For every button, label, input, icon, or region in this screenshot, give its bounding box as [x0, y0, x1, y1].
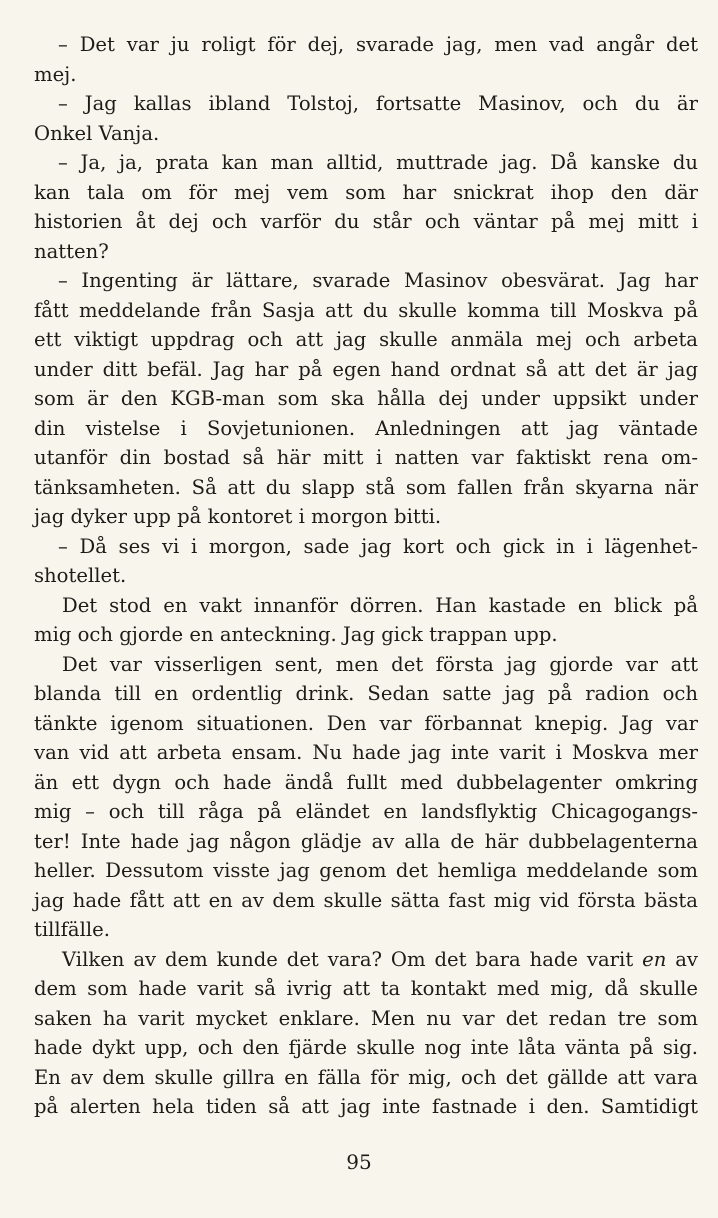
text-line: van vid att arbeta ensam. Nu hade jag inte varit i Moskva mer: [34, 741, 698, 764]
text-line: kan tala om för mej vem som har snickrat ihop den där: [34, 180, 698, 204]
text-line: mig – och till råga på eländet en landsflyktig Chicagogangs-: [34, 800, 698, 823]
text-line: jag hade fått att en av dem skulle sätta fast mig vid första bästa: [34, 888, 698, 912]
text-line: – Ja, ja, prata kan man alltid, muttrade jag. Då kanske du: [58, 151, 698, 174]
text-line: tänkte igenom situationen. Den var förbannat knepig. Jag var: [34, 711, 698, 735]
text-line: mig och gjorde en anteckning. Jag gick trappan upp.: [34, 623, 558, 646]
text-line: [34, 945, 698, 975]
text-line: utanför din bostad så här mitt i natten var faktiskt rena om-: [34, 446, 698, 469]
text-line: tillfälle.: [34, 918, 110, 941]
text-line: tänksamheten. Så att du slapp stå som fallen från skyarna när: [34, 475, 698, 499]
body-text: [34, 30, 698, 1122]
text-line: under ditt befäl. Jag har på egen hand ordnat så att det är jag: [34, 357, 698, 381]
text-line: jag dyker upp på kontoret i morgon bitti.: [34, 505, 442, 528]
text-line: blanda till en ordentlig drink. Sedan satte jag på radion och: [34, 682, 698, 705]
text-line: Det var visserligen sent, men det första jag gjorde var att: [62, 652, 698, 676]
text-line: Onkel Vanja.: [34, 121, 160, 145]
text-segment: av: [666, 947, 699, 971]
text-line: fått meddelande från Sasja att du skulle komma till Moskva på: [34, 298, 698, 322]
text-line: historien åt dej och varför du står och väntar på mej mitt i: [34, 210, 698, 233]
text-line: ter! Inte hade jag någon glädje av alla de här dubbelagenterna: [34, 829, 698, 853]
text-line: – Ingenting är lättare, svarade Masinov obesvärat. Jag har: [58, 269, 698, 292]
text-line: ett viktigt uppdrag och att jag skulle anmäla mej och arbeta: [34, 328, 698, 351]
text-line: – Det var ju roligt för dej, svarade jag, men vad angår det: [58, 33, 698, 56]
text-line: saken ha varit mycket enklare. Men nu var det redan tre som: [34, 1006, 698, 1030]
text-line: – Jag kallas ibland Tolstoj, fortsatte Masinov, och du är: [58, 92, 698, 115]
text-line: din vistelse i Sovjetunionen. Anledningen att jag väntade: [34, 416, 698, 440]
text-line: som är den KGB-man som ska hålla dej under uppsikt under: [34, 387, 698, 410]
text-line: heller. Dessutom visste jag genom det hemliga meddelande som: [34, 859, 698, 882]
text-line: En av dem skulle gillra en fälla för mig, och det gällde att vara: [34, 1065, 698, 1089]
text-line: hade dykt upp, och den fjärde skulle nog inte låta vänta på sig.: [34, 1036, 698, 1059]
text-line: dem som hade varit så ivrig att ta kontakt med mig, då skulle: [34, 977, 698, 1000]
text-line: – Då ses vi i morgon, sade jag kort och gick in i lägenhet-: [58, 534, 698, 558]
page-number: 95: [346, 1150, 372, 1174]
text-line: mej.: [34, 62, 77, 86]
text-line: på alerten hela tiden så att jag inte fastnade i den. Samtidigt: [34, 1095, 698, 1118]
italic-word: en: [642, 947, 667, 971]
text-line: Det stod en vakt innanför dörren. Han kastade en blick på: [62, 593, 698, 617]
text-line: natten?: [34, 239, 109, 263]
text-line: än ett dygn och hade ändå fullt med dubbelagenter omkring: [34, 770, 698, 794]
text-segment: Vilken av dem kunde det vara? Om det bara hade varit: [62, 947, 634, 971]
text-line: shotellet.: [34, 564, 127, 587]
